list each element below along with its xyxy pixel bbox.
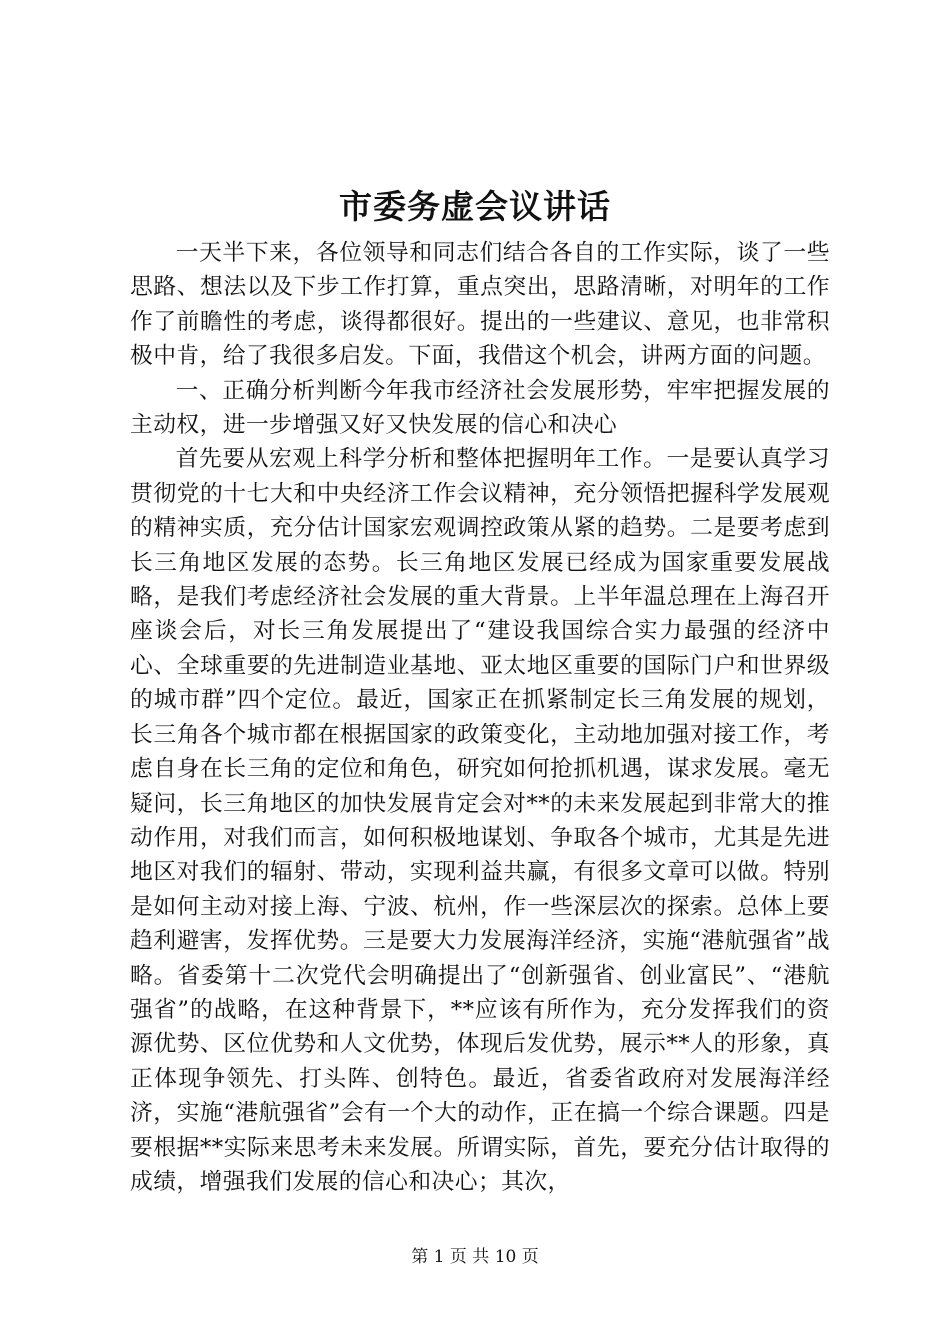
paragraph-main: 首先要从宏观上科学分析和整体把握明年工作。一是要认真学习贯彻党的十七大和中央经济工作会议精神，充分领悟把握科学发展观的精神实质，充分估计国家宏观调控政策从紧的趋势。二是要考虑到长三角地区发展的态势。长三角地区发展已经成为国家重要发展战略，是我们考虑经济社会发展的重大背景。上半年温总理在上海召开座谈会后，对长三角发展提出了“建设我国综合实力最强的经济中心、全球重要的先进制造业基地、亚太地区重要的国际门户和世界级的城市群”四个定位。最近，国家正在抓紧制定长三角发展的规划，长三角各个城市都在根据国家的政策变化，主动地加强对接工作，考虑自身在长三角的定位和角色，研究如何抢抓机遇，谋求发展。毫无疑问，长三角地区的加快发展肯定会对**的未来发展起到非常大的推动作用，对我们而言，如何积极地谋划、争取各个城市，尤其是先进地区对我们的辐射、带动，实现利益共赢，有很多文章可以做。特别是如何主动对接上海、宁波、杭州，作一些深层次的探索。总体上要趋利避害，发挥优势。三是要大力发展海洋经济，实施“港航强省”战略。省委第十二次党代会明确提出了“创新强省、创业富民”、“港航强省”的战略，在这种背景下，**应该有所作为，充分发挥我们的资源优势、区位优势和人文优势，体现后发优势，展示**人的形象，真正体现争领先、打头阵、创特色。最近，省委省政府对发展海洋经济，实施“港航强省”会有一个大的动作，正在搞一个综合课题。四是要根据**实际来思考未来发展。所谓实际，首先，要充分估计取得的成绩，增强我们发展的信心和决心；其次， [130,446,830,1195]
document-body [130,236,830,1199]
document-title: 市委务虚会议讲话 [339,187,611,226]
page-number-footer: 第 1 页 共 10 页 [411,1247,539,1267]
paragraph-intro: 一天半下来，各位领导和同志们结合各自的工作实际，谈了一些思路、想法以及下步工作打算，重点突出，思路清晰，对明年的工作作了前瞻性的考虑，谈得都很好。提出的一些建议、意见，也非常积极中肯，给了我很多启发。下面，我借这个机会，讲两方面的问题。 [130,240,830,370]
paragraph-section-heading: 一、正确分析判断今年我市经济社会发展形势，牢牢把握发展的主动权，进一步增强又好又快发展的信心和决心 [130,377,830,439]
